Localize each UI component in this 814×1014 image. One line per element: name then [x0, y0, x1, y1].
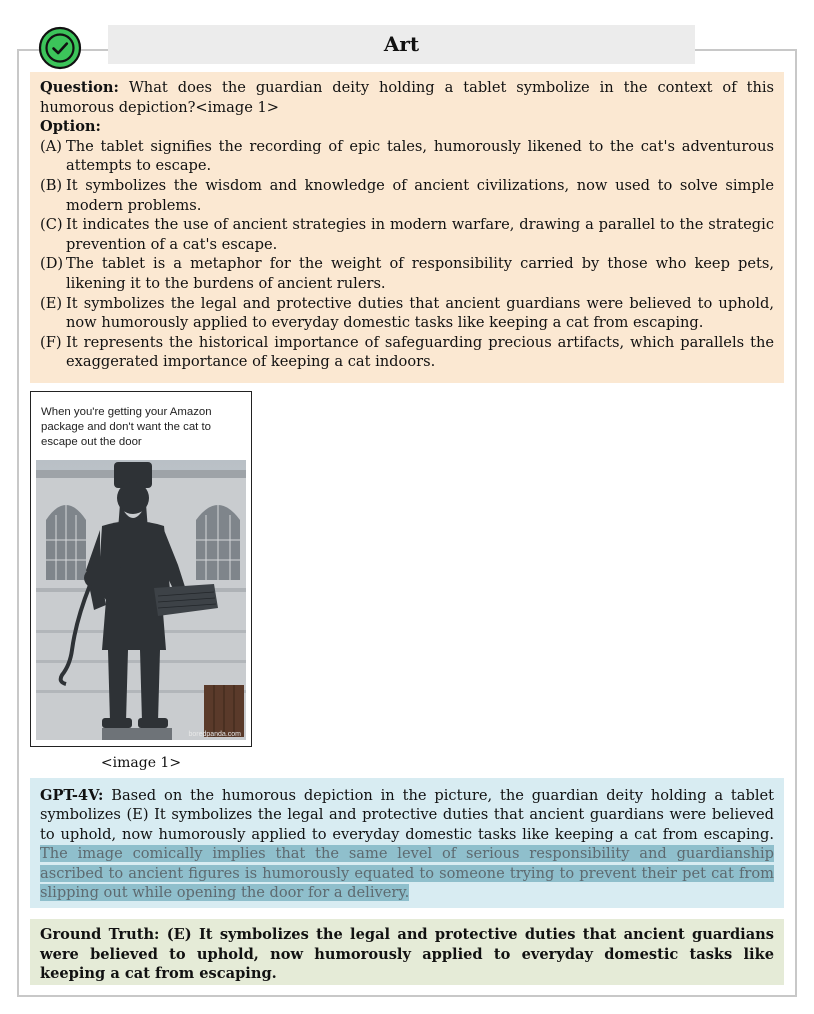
option-item [40, 254, 774, 293]
statue-photo [36, 460, 246, 740]
model-answer-panel [30, 778, 784, 908]
ground-truth-panel: Ground Truth: (E) It symbolizes the legal and protective duties that ancient guardians were believed to uphold, now humorously applied to everyday domestic tasks like keeping a cat from escaping. [30, 919, 784, 985]
question-label: Question: [40, 79, 119, 96]
option-item [40, 333, 774, 372]
answer-text: Based on the humorous depiction in the picture, the guardian deity holding a tablet symbolizes (E) It symbolizes the legal and protective duties that ancient guardians were believed to uphold, now humorously applied to everyday domestic tasks like keeping a cat from escaping. [40, 787, 775, 843]
question-body: What does the guardian deity holding a tablet symbolize in the context of this humorous depiction?<image 1> [40, 79, 774, 116]
option-letter: (C) [40, 216, 63, 234]
check-circle-icon [38, 26, 82, 70]
option-item [40, 215, 774, 254]
meme-caption: When you're getting your Amazon package and don't want the cat to escape out the door [41, 406, 212, 448]
question-panel [30, 72, 784, 383]
photo-watermark: boredpanda.com [188, 731, 241, 738]
option-text: It symbolizes the wisdom and knowledge of ancient civilizations, now used to solve simple modern problems. [66, 176, 774, 214]
option-item [40, 176, 774, 215]
option-item [40, 294, 774, 333]
answer-label: GPT-4V: [40, 787, 104, 804]
answer-highlight: The image comically implies that the same level of serious responsibility and guardianship ascribed to ancient figures is humorously equated to someone trying to prevent their pet cat from slipping out while opening the door for a delivery. [40, 845, 774, 902]
meme-image [30, 391, 252, 747]
options-list [40, 137, 774, 372]
option-text: The tablet is a metaphor for the weight of responsibility carried by those who keep pets, likening it to the burdens of ancient rulers. [66, 255, 774, 292]
option-text: It symbolizes the legal and protective duties that ancient guardians were believed to uphold, now humorously applied to everyday domestic tasks like keeping a cat from escaping. [66, 294, 774, 332]
option-letter: (F) [40, 333, 62, 351]
option-text: It indicates the use of ancient strategies in modern warfare, drawing a parallel to the strategic prevention of a cat's escape. [66, 216, 774, 253]
option-letter: (D) [40, 255, 64, 273]
category-title: Art [108, 25, 695, 64]
option-text: It represents the historical importance of safeguarding precious artifacts, which parallels the exaggerated importance of keeping a cat indoors. [66, 333, 774, 371]
option-letter: (A) [40, 137, 62, 155]
option-heading: Option: [40, 118, 101, 136]
option-item [40, 137, 774, 176]
image-label: <image 1> [100, 755, 182, 771]
option-letter: (E) [40, 294, 63, 312]
option-text: The tablet signifies the recording of epic tales, humorously likened to the cat's adventurous attempts to escape. [66, 137, 774, 175]
option-letter: (B) [40, 176, 63, 194]
question-text [40, 78, 774, 117]
